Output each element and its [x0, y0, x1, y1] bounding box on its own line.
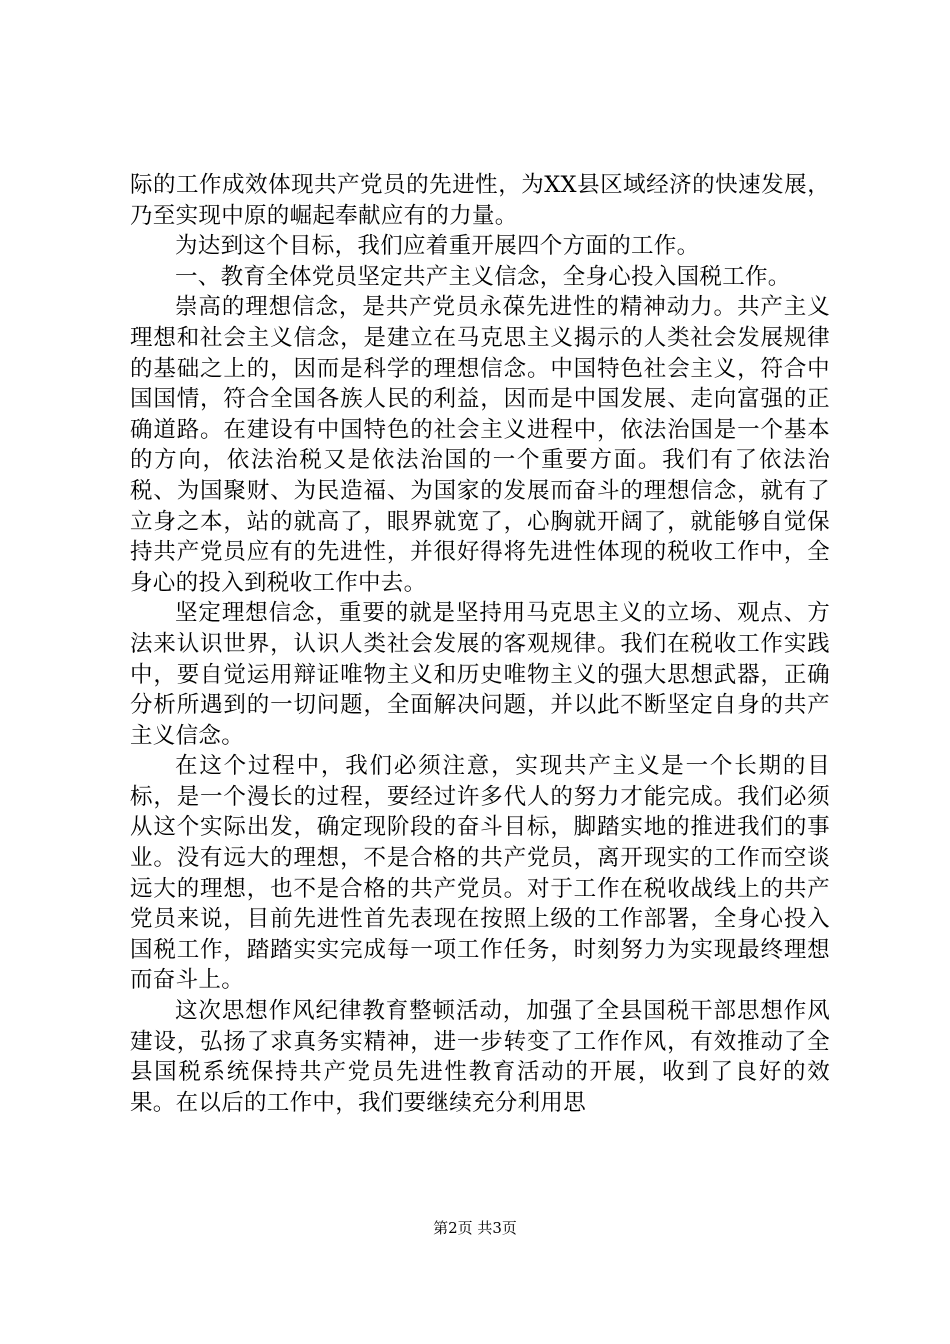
paragraph-2: 为达到这个目标，我们应着重开展四个方面的工作。 — [175, 233, 700, 260]
paragraph-5: 在这个过程中，我们必须注意，实现共产主义是一个长期的目标，是一个漫长的过程，要经过许多代人的努力才能完成。我们必须从这个实际出发，确定现阶段的奋斗目标，脚踏实地的推进我们的事业。没有远大的理想，不是合格的共产党员，离开现实的工作而空谈远大的理想，也不是合格的共产党员。对于工作在税收战线上的共产党员来说，目前先进性首先表现在按照上级的工作部署，全身心投入国税工作，踏踏实实完成每一项工作任务，时刻努力为实现最终理想而奋斗上。 — [130, 753, 830, 994]
paragraph-4: 坚定理想信念，重要的就是坚持用马克思主义的立场、观点、方法来认识世界，认识人类社会发展的客观规律。我们在税收工作实践中，要自觉运用辩证唯物主义和历史唯物主义的强大思想武器，正确分析所遇到的一切问题，全面解决问题，并以此不断坚定自身的共产主义信念。 — [130, 600, 830, 749]
paragraph-1: 际的工作成效体现共产党员的先进性，为XX县区域经济的快速发展，乃至实现中原的崛起奉献应有的力量。 — [130, 172, 830, 229]
body-text — [130, 170, 830, 1118]
paragraph-3: 崇高的理想信念，是共产党员永葆先进性的精神动力。共产主义理想和社会主义信念，是建立在马克思主义揭示的人类社会发展规律的基础之上的，因而是科学的理想信念。中国特色社会主义，符合中国国情，符合全国各族人民的利益，因而是中国发展、走向富强的正确道路。在建设有中国特色的社会主义进程中，依法治国是一个基本的方向，依法治税又是依法治国的一个重要方面。我们有了依法治税、为国聚财、为民造福、为国家的发展而奋斗的理想信念，就有了立身之本，站的就高了，眼界就宽了，心胸就开阔了，就能够自觉保持共产党员应有的先进性，并很好得将先进性体现的税收工作中，全身心的投入到税收工作中去。 — [130, 294, 830, 596]
paragraph-6: 这次思想作风纪律教育整顿活动，加强了全县国税干部思想作风建设，弘扬了求真务实精神，进一步转变了工作作风，有效推动了全县国税系统保持共产党员先进性教育活动的开展，收到了良好的效果。在以后的工作中，我们要继续充分利用思 — [130, 998, 830, 1116]
page-number-footer: 第2页 共3页 — [433, 1219, 517, 1237]
section-heading-1: 一、教育全体党员坚定共产主义信念，全身心投入国税工作。 — [175, 263, 791, 290]
